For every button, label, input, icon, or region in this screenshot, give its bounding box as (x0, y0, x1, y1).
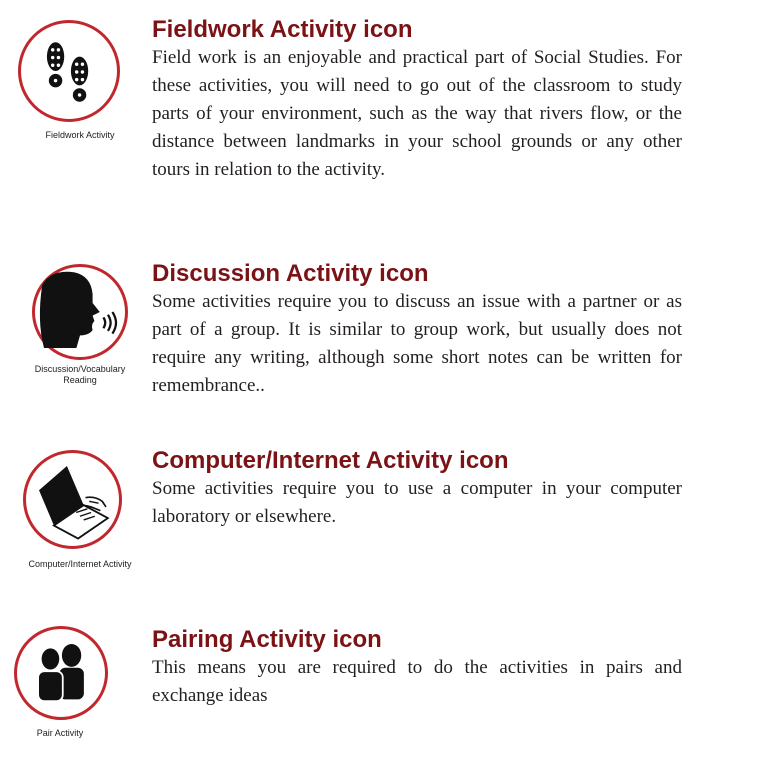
icon-column-discussion (14, 264, 146, 394)
text-column-pairing (152, 626, 682, 710)
icon-caption-pairing: Pair Activity (36, 728, 84, 738)
icon-caption-discussion (14, 364, 146, 386)
icon-caption-fieldwork: Fieldwork Activity (45, 130, 115, 140)
heading-discussion: Discussion Activity icon (152, 260, 429, 287)
icon-column-computer (14, 450, 146, 575)
two-people-icon (14, 626, 108, 720)
text-column-fieldwork (152, 16, 682, 184)
icon-column-fieldwork (14, 20, 146, 150)
text-column-computer (152, 447, 682, 531)
icon-caption-discussion-line1: Discussion/Vocabulary (34, 364, 126, 374)
heading-computer: Computer/Internet Activity icon (152, 447, 509, 474)
footprints-icon (18, 20, 120, 122)
icon-caption-computer: Computer/Internet Activity (28, 559, 132, 569)
icon-caption-discussion-line2: Reading (63, 375, 97, 385)
speaking-head-icon (32, 264, 128, 360)
icon-column-pairing (14, 626, 146, 746)
body-fieldwork: Field work is an enjoyable and practical part of Social Studies. For these activities, you will need to go out of the classroom to study parts of your environment, such as the way that rivers flow, or the distance between landmarks in your school grounds or any other tours in relation to the activity. (152, 47, 682, 180)
laptop-typing-icon (23, 450, 122, 549)
text-column-discussion (152, 260, 682, 400)
body-discussion: Some activities require you to discuss an issue with a partner or as part of a group. It is similar to group work, but usually does not require any writing, although some short notes can be written for remembrance.. (152, 291, 682, 396)
body-pairing: This means you are required to do the activities in pairs and exchange ideas (152, 657, 682, 706)
body-computer: Some activities require you to use a computer in your computer laboratory or elsewhere. (152, 478, 682, 527)
heading-fieldwork: Fieldwork Activity icon (152, 16, 413, 43)
heading-pairing: Pairing Activity icon (152, 626, 382, 653)
